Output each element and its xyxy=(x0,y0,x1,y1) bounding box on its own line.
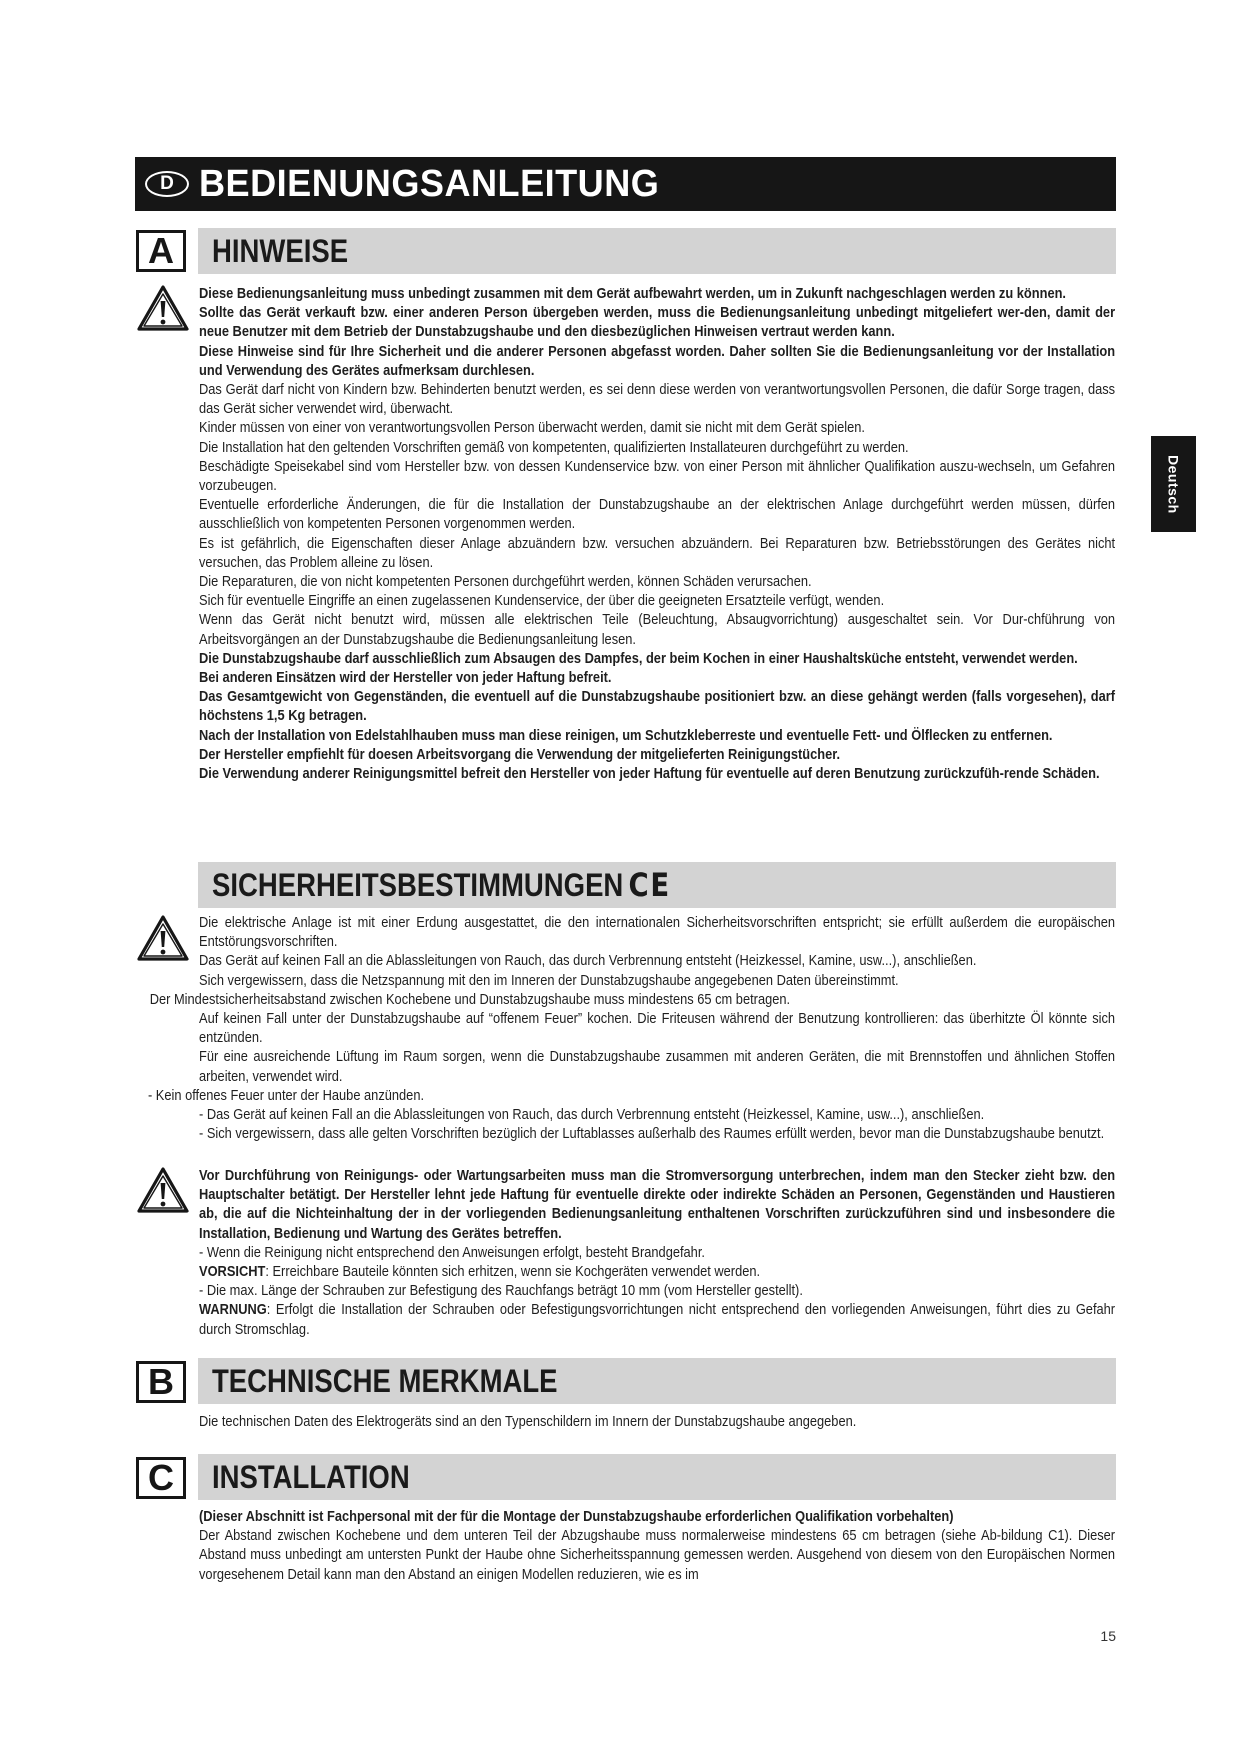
warning-triangle-icon xyxy=(136,284,190,332)
section-a-paragraph: Diese Bedienungsanleitung muss unbedingt zusammen mit dem Gerät aufbewahrt werden, um in Zukunft nachgeschlagen werden zu können. xyxy=(199,286,1067,302)
section-b-title: TECHNISCHE MERKMALE xyxy=(212,1362,558,1399)
safety-block-1 xyxy=(147,914,1116,1144)
section-a-paragraph: Bei anderen Einsätzen wird der Hersteller von jeder Haftung befreit. xyxy=(199,670,612,687)
section-b-body xyxy=(199,1413,1115,1432)
warnung-label: WARNUNG xyxy=(199,1302,267,1319)
section-a-paragraph: Kinder müssen von einer von verantwortungsvollen Person überwacht werden, damit sie nicht mit dem Gerät spielen. xyxy=(199,420,866,437)
warnung-text: : Erfolgt die Installation der Schrauben oder Befestigungsvorrichtungen nicht entsprechend den vorliegenden Anweisungen, führt dies zu Gefahr durch Stromschlag. xyxy=(199,1302,1116,1338)
section-a-paragraph: Die Installation hat den geltenden Vorschriften gemäß von kompetenten, qualifizierten Installateuren durchgeführt zu werden. xyxy=(199,439,909,456)
safety-paragraph: Der Mindestsicherheitsabstand zwischen Kochebene und Dunstabzugshaube muss mindestens 65 cm betragen. xyxy=(149,991,791,1008)
ce-mark-icon: CE xyxy=(628,866,671,904)
vorsicht-label: VORSICHT xyxy=(199,1264,266,1281)
vorsicht-text: : Erreichbare Bauteile könnten sich erhitzen, wenn sie Kochgeräten verwendet werden. xyxy=(265,1264,761,1281)
safety-paragraph: - Sich vergewissern, dass alle gelten Vorschriften bezüglich der Luftablasses außerhalb des Raumes erfüllt werden, bevor man die Dunstabzugshaube benutzt. xyxy=(199,1126,1105,1143)
safety-title xyxy=(212,866,671,904)
page-number: 15 xyxy=(1100,1628,1116,1644)
language-badge-letter: D xyxy=(160,173,174,194)
language-badge-icon xyxy=(145,171,189,197)
section-a-paragraph: Das Gesamtgewicht von Gegenständen, die eventuell auf die Dunstabzugshaube positioniert bzw. an diese gehängt werden (falls vorgesehen), darf höchstens 1,5 Kg betragen. xyxy=(199,689,1116,725)
section-a-bar xyxy=(198,228,1116,274)
maintenance-warning: Vor Durchführung von Reinigungs- oder Wartungsarbeiten muss man die Stromversorgung unterbrechen, indem man den Stecker zieht bzw. den Hauptschalter betätigt. Der Hersteller lehnt jede Haftung für eventuelle direkte oder indirekte Schäden an Personen, Gegenständen und Haustieren ab, die auf die Nichteinhaltung der in der vorliegenden Bedienungsanleitung enthaltenen Vorschriften zurückzuführen sind und insbesondere die Installation, Bedienung und Wartung des Gerätes betreffen. xyxy=(199,1168,1116,1242)
installation-distance-text: Der Abstand zwischen Kochebene und dem unteren Teil der Abzugshaube muss normalerweise mindestens 65 cm betragen (siehe Ab-bildung C1). Dieser Abstand muss unbedingt am untersten Punkt der Haube ohne Sicherheitsspannung gemessen werden. Ausgehend von diesem von den Europäischen Normen vorgesehenem Detail kann man den Abstand an einigen Modellen reduzieren, wie es im xyxy=(199,1528,1116,1583)
vorsicht-note xyxy=(199,1263,1115,1282)
section-a-paragraph: Die Verwendung anderer Reinigungsmittel befreit den Hersteller von jeder Haftung für eventuelle auf deren Benutzung zurückzufüh-rende Schäden. xyxy=(199,766,1100,783)
section-c-letter: C xyxy=(136,1457,186,1499)
safety-bar xyxy=(198,862,1116,908)
section-a-paragraph: Das Gerät darf nicht von Kindern bzw. Behinderten benutzt werden, es sei denn diese werden von verantwortungsvollen Personen, die dafür Sorge tragen, dass das Gerät sicher verwendet wird, überwacht. xyxy=(199,382,1116,418)
safety-title-text: SICHERHEITSBESTIMMUNGEN xyxy=(212,867,624,903)
safety-block-2 xyxy=(199,1167,1115,1340)
safety-paragraph: - Das Gerät auf keinen Fall an die Ablassleitungen von Rauch, das durch Verbrennung entsteht (Heizkessel, Kamine, usw...), anschließen. xyxy=(199,1107,985,1124)
safety-paragraph: - Kein offenes Feuer unter der Haube anzünden. xyxy=(147,1087,425,1104)
section-c-body-wrap xyxy=(199,1508,1115,1585)
warning-triangle-icon xyxy=(136,1166,190,1214)
section-a-paragraph: Die Dunstabzugshaube darf ausschließlich zum Absaugen des Dampfes, der beim Kochen in einer Haushaltsküche entsteht, verwendet werden. xyxy=(199,650,1078,667)
safety-paragraph: Das Gerät auf keinen Fall an die Ablassleitungen von Rauch, das durch Verbrennung entsteht (Heizkessel, Kamine, usw...), anschließen. xyxy=(199,953,977,970)
section-a-paragraph: Wenn das Gerät nicht benutzt wird, müssen alle elektrischen Teile (Beleuchtung, Absaugvorrichtung) ausgeschaltet sein. Vor Dur-chführung von Arbeitsvorgängen an der Dunstabzugshaube die Bedienungsanleitung lesen. xyxy=(199,612,1116,648)
safety-paragraph: Sich vergewissern, dass die Netzspannung mit den im Inneren der Dunstabzugshaube angegebenen Daten übereinstimmt. xyxy=(199,972,899,989)
section-a-paragraph: Der Hersteller empfiehlt für doesen Arbeitsvorgang die Verwendung der mitgelieferten Reinigungstücher. xyxy=(199,746,841,763)
section-a-paragraph: Die Reparaturen, die von nicht kompetenten Personen durchgeführt werden, können Schäden verursachen. xyxy=(199,574,812,591)
section-b-body-wrap xyxy=(199,1413,1115,1432)
section-c-body xyxy=(199,1508,1115,1585)
safety-block-1-list xyxy=(147,914,1116,1144)
section-a-paragraph: Es ist gefährlich, die Eigenschaften dieser Anlage abzuändern bzw. versuchen abzuändern. Bei Reparaturen bzw. Betriebsstörungen des Gerätes nicht versuchen, das Problem alleine zu lösen. xyxy=(199,535,1116,571)
safety-block-2-content xyxy=(199,1167,1115,1340)
language-side-tab-label: Deutsch xyxy=(1165,454,1182,514)
installation-intro: (Dieser Abschnitt ist Fachpersonal mit der für die Montage der Dunstabzugshaube erforderlichen Qualifikation vorbehalten) xyxy=(199,1509,954,1525)
fire-risk-note: - Wenn die Reinigung nicht entsprechend den Anweisungen erfolgt, besteht Brandgefahr. xyxy=(199,1244,705,1261)
safety-paragraph: Auf keinen Fall unter der Dunstabzugshaube auf “offenem Feuer” kochen. Die Friteusen während der Benutzung kontrollieren: das überhitzte Öl könnte sich entzünden. xyxy=(199,1011,1116,1047)
screw-length-note: - Die max. Länge der Schrauben zur Befestigung des Rauchfangs beträgt 10 mm (vom Hersteller gestellt). xyxy=(199,1283,803,1300)
section-c-title: INSTALLATION xyxy=(212,1458,410,1495)
section-a-paragraph-list xyxy=(199,285,1115,784)
safety-paragraph: Die elektrische Anlage ist mit einer Erdung ausgestattet, die den internationalen Sicherheitsvorschriften entspricht; sie erfüllt außerdem die europäischen Entstörungsvorschriften. xyxy=(199,915,1116,951)
language-side-tab[interactable] xyxy=(1151,436,1196,532)
section-a-title: HINWEISE xyxy=(212,232,349,269)
warnung-note xyxy=(199,1301,1115,1339)
section-a-body xyxy=(199,285,1115,784)
section-a-letter: A xyxy=(136,230,186,272)
section-a-paragraph: Diese Hinweise sind für Ihre Sicherheit und die anderer Personen abgefasst worden. Daher sollten Sie die Bedienungsanleitung vor der Installation und Verwendung des Gerätes aufmerksam durchlesen. xyxy=(199,343,1116,379)
technical-data-note: Die technischen Daten des Elektrogeräts sind an den Typenschildern im Innern der Dunstabzugshaube angegeben. xyxy=(199,1414,857,1430)
warning-triangle-icon xyxy=(136,914,190,962)
safety-paragraph: Für eine ausreichende Lüftung im Raum sorgen, wenn die Dunstabzugshaube zusammen mit anderen Geräten, die mit Brennstoffen und ähnlichen Stoffen arbeiten, verwendet wird. xyxy=(199,1049,1116,1085)
section-b-letter: B xyxy=(136,1361,186,1403)
section-a-paragraph: Sollte das Gerät verkauft bzw. einer anderen Person übergeben werden, muss die Bedienungsanleitung unbedingt mitgeliefert wer-den, damit der neue Benutzer mit dem Betrieb der Dunstabzugshaube und den diesbezüglichen Hinweisen vertraut werden kann. xyxy=(199,305,1116,341)
main-title-bar xyxy=(135,157,1116,211)
section-a-paragraph: Beschädigte Speisekabel sind vom Hersteller bzw. von dessen Kundenservice bzw. von einer Person mit ähnlicher Qualifikation auszu-wechseln, um Gefahren vorzubeugen. xyxy=(199,458,1116,495)
section-b-bar xyxy=(198,1358,1116,1404)
section-a-paragraph: Eventuelle erforderliche Änderungen, die für die Installation der Dunstabzugshaube an der elektrischen Anlage durchgeführt werden müssen, dürfen ausschließlich von kompetenten Personen vorgenommen werden. xyxy=(199,497,1116,533)
section-c-bar xyxy=(198,1454,1116,1500)
section-a-paragraph: Sich für eventuelle Eingriffe an einen zugelassenen Kundenservice, der über die geeigneten Ersatzteile verfügt, wenden. xyxy=(199,593,885,610)
page-title: BEDIENUNGSANLEITUNG xyxy=(199,162,660,205)
section-a-paragraph: Nach der Installation von Edelstahlhauben muss man diese reinigen, um Schutzkleberreste und eventuelle Fett- und Ölflecken zu entfernen. xyxy=(199,727,1053,744)
